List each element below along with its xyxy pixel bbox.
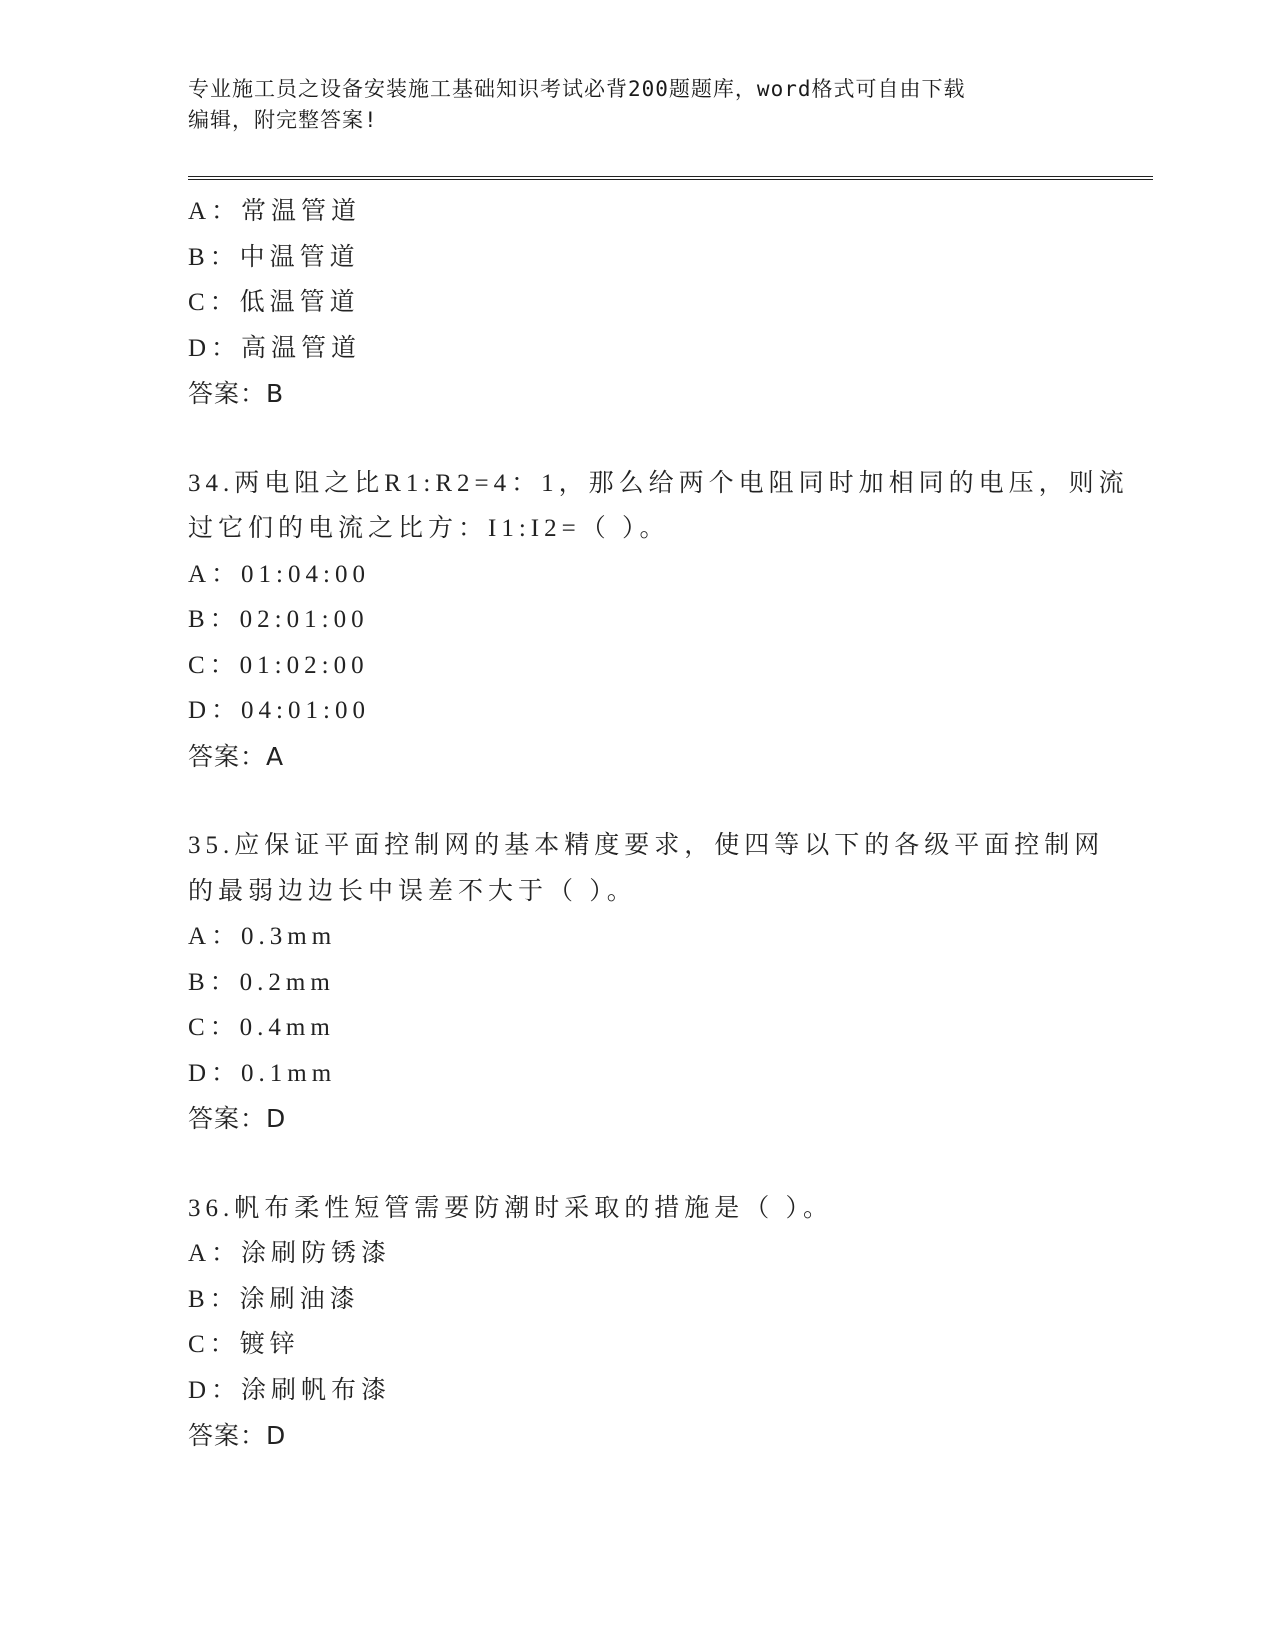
option-c: C：01:02:00 bbox=[188, 651, 369, 679]
option-b: B：中温管道 bbox=[188, 243, 360, 271]
option-d: D：0.1mm bbox=[188, 1059, 337, 1087]
answer: 答案：D bbox=[188, 1421, 287, 1450]
question-36 bbox=[188, 1186, 1088, 1459]
option-c: C：0.4mm bbox=[188, 1014, 335, 1041]
option-a: A：常温管道 bbox=[188, 198, 362, 225]
question-stem-continued: 过它们的电流之比方：I1:I2=（ ）。 bbox=[188, 515, 670, 542]
option-a: A：0.3mm bbox=[188, 923, 337, 950]
option-b: B：0.2mm bbox=[188, 968, 335, 996]
header-line-2: 编辑，附完整答案! bbox=[188, 108, 378, 132]
option-d: D：高温管道 bbox=[188, 334, 362, 362]
option-b: B：02:01:00 bbox=[188, 606, 369, 633]
option-a: A：涂刷防锈漆 bbox=[188, 1240, 392, 1267]
answer: 答案：B bbox=[188, 379, 285, 408]
option-d: D：04:01:00 bbox=[188, 697, 370, 724]
question-stem: 34.两电阻之比R1:R2=4：1，那么给两个电阻同时加相同的电压，则流 bbox=[188, 469, 1129, 497]
question-stem-continued: 的最弱边边长中误差不大于（ ）。 bbox=[188, 877, 637, 905]
answer: 答案：A bbox=[188, 741, 285, 771]
option-c: C：镀锌 bbox=[188, 1331, 300, 1358]
option-c: C：低温管道 bbox=[188, 289, 360, 316]
question-34 bbox=[188, 461, 1129, 780]
option-a: A：01:04:00 bbox=[188, 560, 370, 588]
answer: 答案：D bbox=[188, 1104, 287, 1133]
question-stem: 36.帆布柔性短管需要防潮时采取的措施是（ ）。 bbox=[188, 1194, 834, 1222]
option-b: B：涂刷油漆 bbox=[188, 1285, 360, 1313]
question-33 bbox=[188, 189, 1088, 417]
document-header bbox=[188, 74, 1088, 136]
question-35 bbox=[188, 823, 1105, 1142]
question-stem: 35.应保证平面控制网的基本精度要求，使四等以下的各级平面控制网 bbox=[188, 832, 1105, 859]
header-line-1: 专业施工员之设备安装施工基础知识考试必背200题题库，word格式可自由下载 bbox=[188, 77, 966, 101]
question-list bbox=[188, 189, 1129, 1459]
header-divider bbox=[188, 176, 1153, 180]
option-d: D：涂刷帆布漆 bbox=[188, 1376, 392, 1404]
